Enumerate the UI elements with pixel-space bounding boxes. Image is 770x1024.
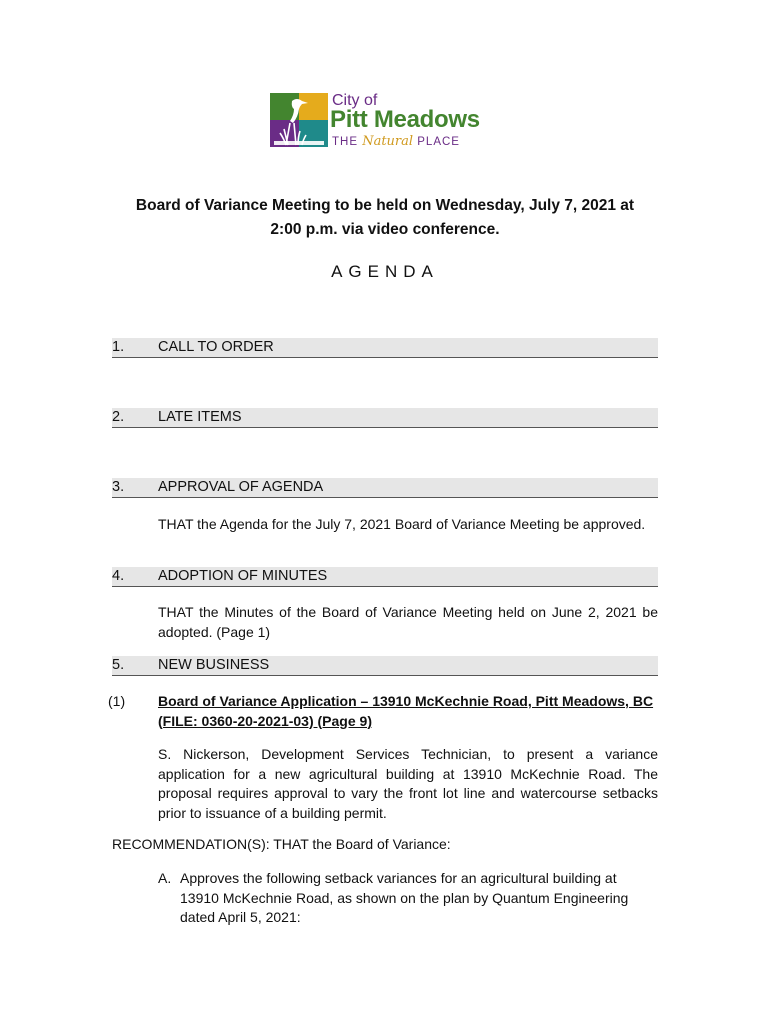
logo-city-text: City of — [332, 92, 378, 109]
business-item-number: (1) — [108, 693, 126, 709]
logo-tagline — [332, 134, 460, 149]
recommendation-heading: RECOMMENDATION(S): THAT the Board of Variance: — [112, 836, 451, 852]
section-number: 2. — [112, 409, 125, 425]
heron-logo-icon — [270, 93, 328, 147]
section-bar-adoption-of-minutes — [112, 567, 658, 587]
section-number: 3. — [112, 479, 125, 495]
section-label: CALL TO ORDER — [158, 339, 274, 355]
business-item-title: Board of Variance Application – 13910 McKechnie Road, Pitt Meadows, BC (FILE: 0360-20-2021-03) (Page 9) — [158, 693, 654, 729]
section-label: LATE ITEMS — [158, 409, 242, 425]
meeting-title: Board of Variance Meeting to be held on Wednesday, July 7, 2021 at 2:00 p.m. via video conference. — [135, 197, 635, 238]
section-label: APPROVAL OF AGENDA — [158, 479, 324, 495]
logo-tag-place: PLACE — [417, 136, 460, 148]
section-bar-late-items — [112, 408, 658, 428]
logo-city-name: Pitt Meadows — [330, 106, 480, 133]
section-bar-approval-of-agenda — [112, 478, 658, 498]
agenda-heading: AGENDA — [331, 262, 439, 281]
city-logo — [270, 93, 500, 151]
logo-tag-the: THE — [332, 136, 358, 148]
logo-tag-natural: Natural — [362, 134, 414, 149]
adoption-of-minutes-motion: THAT the Minutes of the Board of Variance Meeting held on June 2, 2021 be adopted. (Page 1) — [158, 604, 658, 640]
section-label: NEW BUSINESS — [158, 657, 270, 673]
section-number: 4. — [112, 568, 125, 584]
section-label: ADOPTION OF MINUTES — [158, 568, 328, 584]
section-bar-call-to-order — [112, 338, 658, 358]
recommendation-letter: A. — [158, 870, 172, 886]
approval-of-agenda-motion: THAT the Agenda for the July 7, 2021 Board of Variance Meeting be approved. — [158, 516, 646, 532]
recommendation-text: Approves the following setback variances for an agricultural building at 13910 McKechnie Road, as shown on the plan by Quantum Engineering dated April 5, 2021: — [180, 870, 629, 925]
section-number: 5. — [112, 657, 125, 673]
business-item-description: S. Nickerson, Development Services Technician, to present a variance application for a new agricultural building at 13910 McKechnie Road. The proposal requires approval to vary the front lot line and watercourse setbacks prior to issuance of a building permit. — [158, 746, 658, 821]
section-number: 1. — [112, 339, 125, 355]
section-bar-new-business — [112, 656, 658, 676]
